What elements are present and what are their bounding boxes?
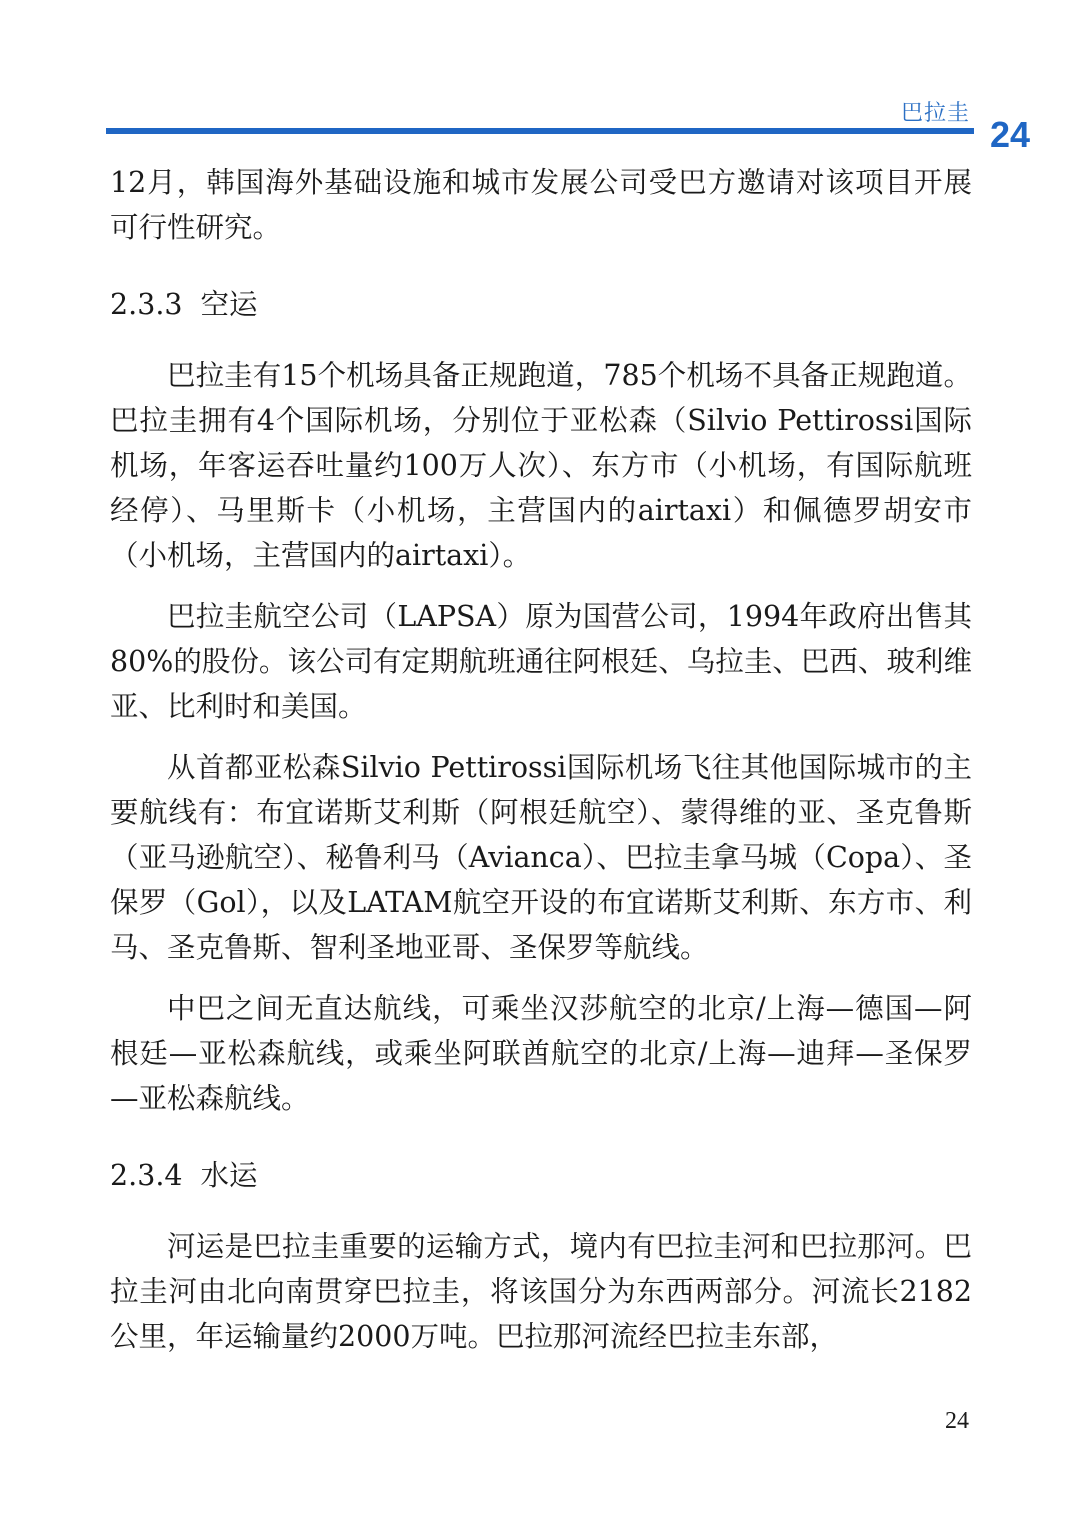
- page-body: [110, 160, 972, 1359]
- intro-paragraph: 12月，韩国海外基础设施和城市发展公司受巴方邀请对该项目开展可行性研究。: [110, 166, 972, 244]
- section-heading-233: [110, 282, 972, 327]
- paragraph: 巴拉圭有15个机场具备正规跑道，785个机场不具备正规跑道。巴拉圭拥有4个国际机场，分别位于亚松森（Silvio Pettirossi国际机场，年客运吞吐量约100万人次）、东方市（小机场，有国际航班经停）、马里斯卡（小机场，主营国内的airtaxi）和佩德罗胡安市（小机场，主营国内的airtaxi）。: [110, 359, 972, 572]
- paragraph: 河运是巴拉圭重要的运输方式，境内有巴拉圭河和巴拉那河。巴拉圭河由北向南贯穿巴拉圭，将该国分为东西两部分。河流长2182公里，年运输量约2000万吨。巴拉那河流经巴拉圭东部，: [110, 1230, 972, 1353]
- section-title: 空运: [200, 288, 258, 321]
- section-heading-234: [110, 1153, 972, 1198]
- paragraph: 从首都亚松森Silvio Pettirossi国际机场飞往其他国际城市的主要航线有：布宜诺斯艾利斯（阿根廷航空）、蒙得维的亚、圣克鲁斯（亚马逊航空）、秘鲁利马（Avianca）、巴拉圭拿马城（Copa）、圣保罗（Gol），以及LATAM航空开设的布宜诺斯艾利斯、东方市、利马、圣克鲁斯、智利圣地亚哥、圣保罗等航线。: [110, 751, 972, 964]
- header-rule: [106, 128, 974, 134]
- paragraph: 巴拉圭航空公司（LAPSA）原为国营公司，1994年政府出售其80%的股份。该公司有定期航班通往阿根廷、乌拉圭、巴西、玻利维亚、比利时和美国。: [110, 600, 972, 723]
- header-page-number: 24: [990, 114, 1031, 155]
- section-number: 2.3.4: [110, 1159, 183, 1192]
- paragraph: 中巴之间无直达航线，可乘坐汉莎航空的北京/上海—德国—阿根廷—亚松森航线，或乘坐阿联酋航空的北京/上海—迪拜—圣保罗—亚松森航线。: [110, 992, 972, 1115]
- section-title: 水运: [200, 1159, 258, 1192]
- running-header-title: 巴拉圭: [900, 101, 970, 126]
- footer-page-number: 24: [945, 1408, 969, 1434]
- section-number: 2.3.3: [110, 288, 183, 321]
